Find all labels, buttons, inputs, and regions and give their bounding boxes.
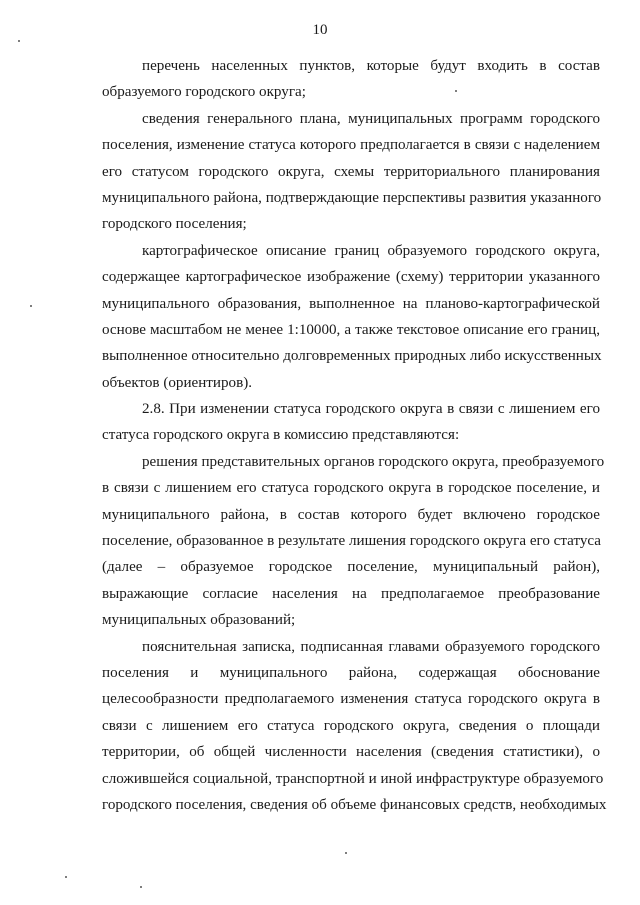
text-line: решения представительных органов городского округа, преобразуемого <box>142 453 605 470</box>
text-line: объектов (ориентиров). <box>102 374 253 391</box>
paragraph <box>102 238 600 396</box>
paragraph <box>102 449 605 634</box>
page-number: 10 <box>312 22 328 38</box>
text-line: картографическое описание границ образуемого городского округа, <box>142 242 600 259</box>
scan-speck <box>455 90 457 92</box>
paragraph <box>102 396 600 449</box>
scan-speck <box>140 886 142 888</box>
text-line: муниципального района, подтверждающие перспективы развития указанного <box>102 189 602 206</box>
text-line: в связи с лишением его статуса городского округа в городское поселение, и <box>102 480 600 497</box>
text-line: (далее – образуемое городское поселение, муниципальный район), <box>102 559 600 576</box>
text-line: муниципального района, в состав которого будет включено городское <box>102 506 600 523</box>
scan-speck <box>345 852 347 854</box>
paragraph <box>102 106 600 238</box>
text-line: муниципального образования, выполненное на планово-картографической <box>102 295 600 312</box>
document-body <box>102 53 607 818</box>
text-line: городского поселения, сведения об объеме финансовых средств, необходимых <box>102 796 607 813</box>
text-line: 2.8. При изменении статуса городского округа в связи с лишением его <box>142 401 600 418</box>
text-line: выражающие согласие населения на предполагаемое преобразование <box>102 585 600 602</box>
text-line: сложившейся социальной, транспортной и иной инфраструктуре образуемого <box>102 770 604 787</box>
scan-speck <box>18 40 20 42</box>
text-line: целесообразности предполагаемого изменения статуса городского округа в <box>102 691 600 708</box>
text-line: связи с лишением его статуса городского округа, сведения о площади <box>102 717 600 734</box>
text-line: основе масштабом не менее 1:10000, а также текстовое описание его границ, <box>102 321 600 338</box>
text-line: поселения и муниципального района, содержащая обоснование <box>102 664 600 681</box>
text-line: сведения генерального плана, муниципальных программ городского <box>142 110 600 127</box>
text-line: его статусом городского округа, схемы территориального планирования <box>102 163 600 180</box>
text-line: содержащее картографическое изображение (схему) территории указанного <box>102 269 600 286</box>
paragraph <box>102 53 600 106</box>
scan-speck <box>65 876 67 878</box>
text-line: поселения, изменение статуса которого предполагается в связи с наделением <box>102 137 600 154</box>
text-line: городского поселения; <box>102 216 247 233</box>
text-line: поселение, образованное в результате лишения городского округа его статуса <box>102 533 601 550</box>
text-line: территории, об общей численности населения (сведения статистики), о <box>102 744 600 761</box>
scan-speck <box>30 305 32 307</box>
paragraph <box>102 634 607 819</box>
text-line: выполненное относительно долговременных природных либо искусственных <box>102 348 602 365</box>
text-line: пояснительная записка, подписанная главами образуемого городского <box>142 638 600 655</box>
text-line: перечень населенных пунктов, которые будут входить в состав <box>142 58 600 74</box>
text-line: образуемого городского округа; <box>102 84 306 101</box>
text-line: статуса городского округа в комиссию представляются: <box>102 427 460 444</box>
text-line: муниципальных образований; <box>102 612 296 629</box>
